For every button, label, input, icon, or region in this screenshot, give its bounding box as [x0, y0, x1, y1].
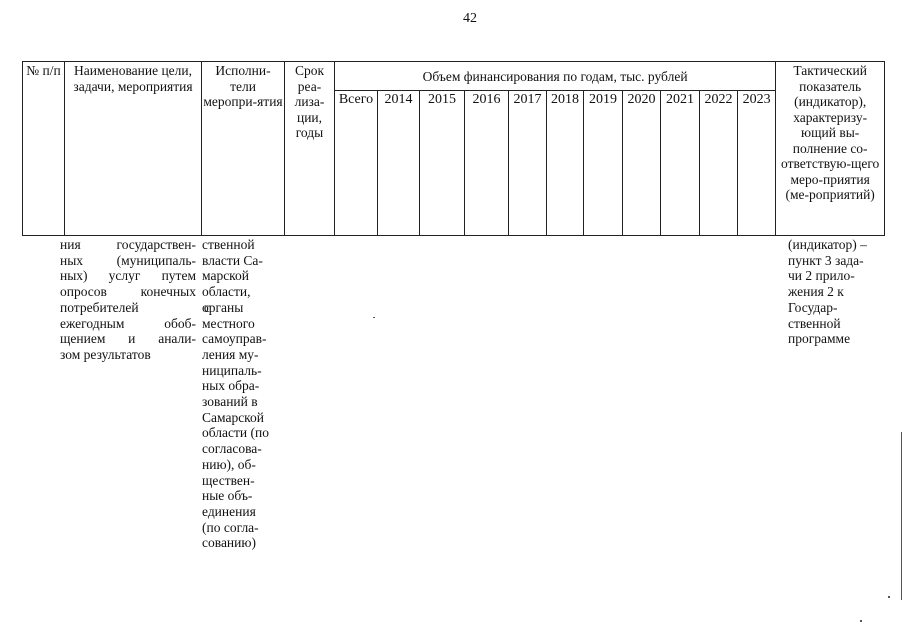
- body-indicator-line: жения 2 к: [788, 284, 844, 300]
- body-executors-line: ления му-: [202, 346, 259, 362]
- body-executors-line: (по согла-: [202, 519, 259, 535]
- body-executors-line: области (по: [202, 425, 269, 441]
- body-executors-line: области,: [202, 284, 251, 300]
- body-executors-line: зований в: [202, 394, 258, 410]
- header-year: 2021: [661, 91, 700, 236]
- scan-mark: [888, 596, 890, 598]
- header-year: 2020: [623, 91, 661, 236]
- body-name-line: опросов конечных: [60, 284, 196, 300]
- body-executors-line: ные объ-: [202, 488, 253, 504]
- header-col-executors: Исполни-тели меропри-ятия: [202, 62, 285, 236]
- header-col-number: № п/п: [23, 62, 65, 236]
- header-year: 2023: [738, 91, 776, 236]
- header-col-indicator: Тактический показатель (индикатор), характеризу-ющий вы-полнение со-ответствую-щего меро-приятия (ме-роприятий): [776, 62, 885, 236]
- body-name-line: ния государствен-: [60, 237, 196, 252]
- body-executors-line: Самарской: [202, 409, 265, 425]
- body-indicator-line: Государ-: [788, 299, 838, 315]
- body-executors-line: сованию): [202, 535, 256, 551]
- header-year: 2022: [700, 91, 738, 236]
- header-col-name: Наименование цели, задачи, мероприятия: [65, 62, 202, 236]
- body-name-line: зом результатов: [60, 346, 151, 362]
- page-number: 42: [463, 11, 477, 26]
- header-year: 2017: [509, 91, 547, 236]
- body-executors-line: ниципаль-: [202, 362, 262, 378]
- body-executors-line: местного: [202, 315, 255, 331]
- body-name-line: потребителей с: [60, 299, 210, 315]
- body-indicator-line: программе: [788, 331, 851, 347]
- header-col-funding: Объем финансирования по годам, тыс. рублей: [335, 62, 776, 91]
- body-executors-line: власти Са-: [202, 252, 263, 268]
- scan-mark: [901, 432, 902, 600]
- body-executors-line: ственной: [202, 237, 255, 252]
- body-executors-line: нию), об-: [202, 456, 256, 472]
- body-name-line: щением и анали-: [60, 331, 196, 347]
- body-executors-line: органы: [202, 299, 244, 315]
- body-executors-line: ных обра-: [202, 378, 260, 394]
- body-indicator-line: (индикатор) –: [788, 237, 867, 252]
- body-name-line: ежегодным обоб-: [60, 315, 196, 331]
- body-executors-line: согласова-: [202, 441, 262, 457]
- body-executors-line: ществен-: [202, 472, 255, 488]
- header-year: 2016: [465, 91, 509, 236]
- header-year: 2015: [420, 91, 465, 236]
- header-year: 2018: [547, 91, 584, 236]
- body-indicator-line: ственной: [788, 315, 841, 331]
- body-name-column: [60, 237, 210, 363]
- body-executors-line: единения: [202, 503, 256, 519]
- header-col-term: Срок реа-лиза-ции, годы: [285, 62, 335, 236]
- body-indicator-column: [788, 237, 884, 347]
- body-name-line: ных (муниципаль-: [60, 252, 196, 268]
- header-year: 2019: [584, 91, 623, 236]
- body-executors-line: самоуправ-: [202, 331, 267, 347]
- body-name-line: ных) услуг путем: [60, 268, 196, 284]
- body-indicator-line: пункт 3 зада-: [788, 252, 864, 268]
- header-year: 2014: [378, 91, 420, 236]
- header-col-total: Всего: [335, 91, 378, 236]
- body-executors-column: [202, 237, 282, 551]
- scan-mark: [860, 620, 862, 622]
- header-table: [22, 61, 885, 236]
- scan-mark: [373, 317, 375, 318]
- body-indicator-line: чи 2 прило-: [788, 268, 855, 284]
- body-executors-line: марской: [202, 268, 250, 284]
